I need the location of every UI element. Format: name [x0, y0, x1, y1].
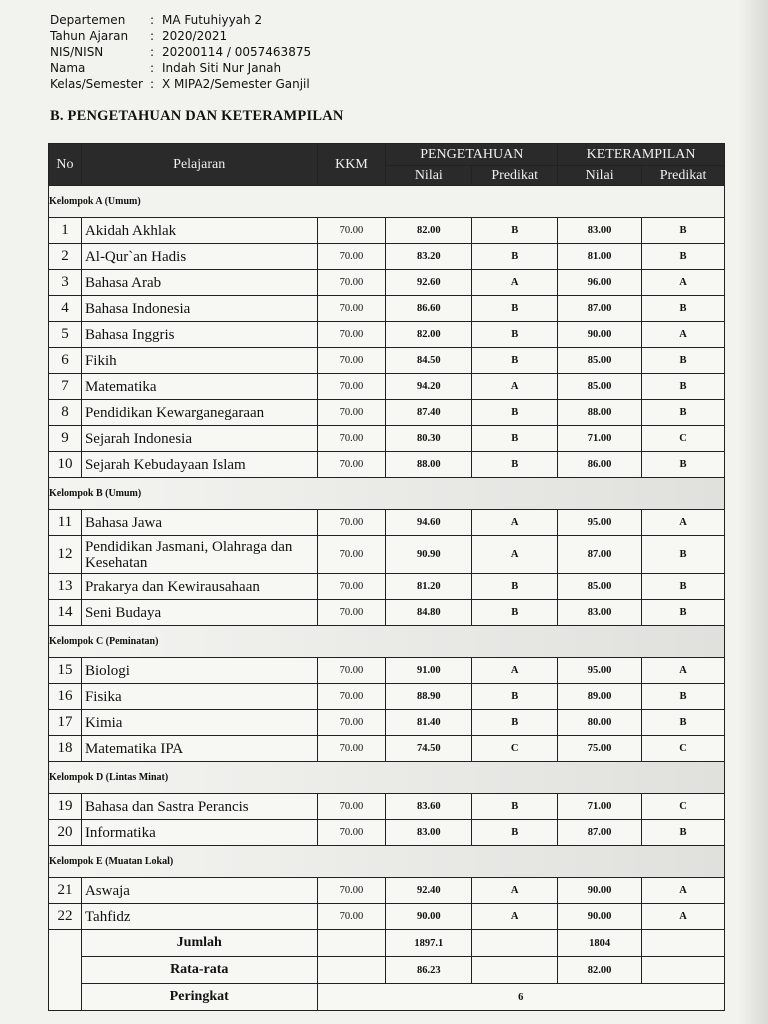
kkm-value: 70.00	[317, 600, 386, 626]
header-knowledge-grade: Predikat	[472, 166, 558, 186]
skills-grade: A	[642, 658, 725, 684]
total-row	[49, 930, 725, 957]
knowledge-grade: B	[472, 348, 558, 374]
knowledge-grade: B	[472, 574, 558, 600]
subject-name: Akidah Akhlak	[81, 218, 317, 244]
table-row	[49, 878, 725, 904]
skills-score: 96.00	[558, 270, 642, 296]
info-value: MA Futuhiyyah 2	[162, 13, 263, 27]
table-row	[49, 904, 725, 930]
skills-grade: B	[642, 374, 725, 400]
skills-score: 87.00	[558, 536, 642, 574]
info-value: Indah Siti Nur Janah	[162, 61, 282, 75]
info-separator: :	[150, 13, 155, 27]
table-row	[49, 794, 725, 820]
knowledge-grade: B	[472, 600, 558, 626]
skills-grade: B	[642, 536, 725, 574]
row-number: 13	[49, 574, 82, 600]
row-number: 9	[49, 426, 82, 452]
subject-name: Matematika	[81, 374, 317, 400]
info-label: Departemen	[50, 13, 126, 27]
knowledge-score: 94.20	[386, 374, 472, 400]
row-number: 17	[49, 710, 82, 736]
header-kkm: KKM	[317, 144, 386, 186]
info-label: Tahun Ajaran	[50, 29, 129, 43]
skills-score: 90.00	[558, 904, 642, 930]
knowledge-score: 84.80	[386, 600, 472, 626]
row-number: 19	[49, 794, 82, 820]
knowledge-score: 87.40	[386, 400, 472, 426]
info-label: Nama	[50, 61, 86, 75]
knowledge-grade: A	[472, 904, 558, 930]
kkm-value: 70.00	[317, 658, 386, 684]
rank-label: Peringkat	[81, 984, 317, 1011]
row-number: 8	[49, 400, 82, 426]
table-row	[49, 348, 725, 374]
skills-grade: B	[642, 218, 725, 244]
knowledge-grade: B	[472, 400, 558, 426]
total-label: Jumlah	[81, 930, 317, 957]
skills-grade: B	[642, 710, 725, 736]
knowledge-score: 81.40	[386, 710, 472, 736]
knowledge-grade: B	[472, 296, 558, 322]
average-kkm-blank	[317, 957, 386, 984]
header-skills-score: Nilai	[558, 166, 642, 186]
row-number: 12	[49, 536, 82, 574]
kkm-value: 70.00	[317, 904, 386, 930]
skills-score: 71.00	[558, 426, 642, 452]
info-label: Kelas/Semester	[50, 77, 143, 91]
subject-name: Bahasa Indonesia	[81, 296, 317, 322]
subject-name: Al-Qur`an Hadis	[81, 244, 317, 270]
skills-score: 75.00	[558, 736, 642, 762]
average-label: Rata-rata	[81, 957, 317, 984]
subject-name: Aswaja	[81, 878, 317, 904]
skills-score: 83.00	[558, 218, 642, 244]
knowledge-score: 82.00	[386, 322, 472, 348]
knowledge-score: 92.40	[386, 878, 472, 904]
row-number: 14	[49, 600, 82, 626]
kkm-value: 70.00	[317, 426, 386, 452]
knowledge-score: 92.60	[386, 270, 472, 296]
kkm-value: 70.00	[317, 400, 386, 426]
table-row	[49, 820, 725, 846]
group-row	[49, 846, 725, 878]
info-row	[50, 60, 311, 76]
skills-grade: C	[642, 794, 725, 820]
kkm-value: 70.00	[317, 736, 386, 762]
knowledge-score: 88.90	[386, 684, 472, 710]
knowledge-grade: A	[472, 878, 558, 904]
kkm-value: 70.00	[317, 684, 386, 710]
header-skills: KETERAMPILAN	[558, 144, 725, 166]
group-row	[49, 478, 725, 510]
knowledge-score: 90.90	[386, 536, 472, 574]
group-row	[49, 186, 725, 218]
subject-name: Biologi	[81, 658, 317, 684]
group-label: Kelompok C (Peminatan)	[49, 626, 725, 658]
skills-grade: A	[642, 510, 725, 536]
table-row	[49, 536, 725, 574]
group-label: Kelompok B (Umum)	[49, 478, 725, 510]
average-knowledge: 86.23	[386, 957, 472, 984]
rank-row	[49, 984, 725, 1011]
skills-score: 89.00	[558, 684, 642, 710]
summary-blank	[49, 984, 82, 1011]
subject-name: Bahasa Jawa	[81, 510, 317, 536]
summary-blank	[49, 957, 82, 984]
subject-name: Kimia	[81, 710, 317, 736]
rank-value: 6	[317, 984, 724, 1011]
knowledge-score: 84.50	[386, 348, 472, 374]
kkm-value: 70.00	[317, 536, 386, 574]
kkm-value: 70.00	[317, 218, 386, 244]
student-info	[50, 12, 311, 92]
skills-grade: B	[642, 400, 725, 426]
skills-grade: B	[642, 820, 725, 846]
subject-name: Pendidikan Jasmani, Olahraga dan Kesehatan	[81, 536, 317, 574]
kkm-value: 70.00	[317, 374, 386, 400]
table-row	[49, 600, 725, 626]
group-label: Kelompok A (Umum)	[49, 186, 725, 218]
skills-grade: B	[642, 574, 725, 600]
skills-score: 71.00	[558, 794, 642, 820]
knowledge-score: 74.50	[386, 736, 472, 762]
skills-score: 87.00	[558, 296, 642, 322]
table-row	[49, 374, 725, 400]
knowledge-grade: A	[472, 374, 558, 400]
average-skills: 82.00	[558, 957, 642, 984]
kkm-value: 70.00	[317, 322, 386, 348]
knowledge-grade: C	[472, 736, 558, 762]
knowledge-score: 88.00	[386, 452, 472, 478]
skills-grade: A	[642, 322, 725, 348]
skills-grade: B	[642, 244, 725, 270]
subject-name: Fisika	[81, 684, 317, 710]
table-row	[49, 736, 725, 762]
skills-score: 88.00	[558, 400, 642, 426]
info-row	[50, 28, 311, 44]
knowledge-grade: A	[472, 536, 558, 574]
kkm-value: 70.00	[317, 296, 386, 322]
skills-grade: A	[642, 878, 725, 904]
kkm-value: 70.00	[317, 348, 386, 374]
row-number: 6	[49, 348, 82, 374]
row-number: 2	[49, 244, 82, 270]
info-value: 2020/2021	[162, 29, 228, 43]
group-row	[49, 626, 725, 658]
row-number: 15	[49, 658, 82, 684]
average-knowledge-grade-blank	[472, 957, 558, 984]
knowledge-grade: A	[472, 270, 558, 296]
knowledge-grade: B	[472, 244, 558, 270]
row-number: 3	[49, 270, 82, 296]
knowledge-score: 83.00	[386, 820, 472, 846]
table-body	[49, 186, 725, 930]
table-row	[49, 244, 725, 270]
kkm-value: 70.00	[317, 270, 386, 296]
row-number: 20	[49, 820, 82, 846]
skills-score: 95.00	[558, 658, 642, 684]
header-no: No	[49, 144, 82, 186]
group-label: Kelompok D (Lintas Minat)	[49, 762, 725, 794]
row-number: 4	[49, 296, 82, 322]
row-number: 16	[49, 684, 82, 710]
skills-score: 85.00	[558, 574, 642, 600]
total-knowledge: 1897.1	[386, 930, 472, 957]
info-label: NIS/NISN	[50, 45, 104, 59]
summary-blank	[49, 930, 82, 957]
subject-name: Bahasa dan Sastra Perancis	[81, 794, 317, 820]
skills-score: 85.00	[558, 374, 642, 400]
table-row	[49, 296, 725, 322]
skills-score: 86.00	[558, 452, 642, 478]
row-number: 11	[49, 510, 82, 536]
subject-name: Tahfidz	[81, 904, 317, 930]
subject-name: Seni Budaya	[81, 600, 317, 626]
info-row	[50, 44, 311, 60]
table-row	[49, 322, 725, 348]
knowledge-score: 90.00	[386, 904, 472, 930]
kkm-value: 70.00	[317, 710, 386, 736]
row-number: 22	[49, 904, 82, 930]
skills-score: 90.00	[558, 878, 642, 904]
kkm-value: 70.00	[317, 574, 386, 600]
total-skills-grade-blank	[642, 930, 725, 957]
skills-score: 83.00	[558, 600, 642, 626]
knowledge-grade: B	[472, 820, 558, 846]
total-skills: 1804	[558, 930, 642, 957]
skills-grade: A	[642, 270, 725, 296]
knowledge-score: 94.60	[386, 510, 472, 536]
knowledge-grade: B	[472, 710, 558, 736]
skills-grade: C	[642, 736, 725, 762]
knowledge-score: 86.60	[386, 296, 472, 322]
knowledge-grade: B	[472, 452, 558, 478]
subject-name: Sejarah Kebudayaan Islam	[81, 452, 317, 478]
skills-grade: B	[642, 348, 725, 374]
table-row	[49, 218, 725, 244]
knowledge-grade: B	[472, 684, 558, 710]
kkm-value: 70.00	[317, 820, 386, 846]
knowledge-score: 82.00	[386, 218, 472, 244]
subject-name: Sejarah Indonesia	[81, 426, 317, 452]
subject-name: Fikih	[81, 348, 317, 374]
kkm-value: 70.00	[317, 878, 386, 904]
table-row	[49, 574, 725, 600]
subject-name: Bahasa Arab	[81, 270, 317, 296]
skills-score: 85.00	[558, 348, 642, 374]
skills-score: 95.00	[558, 510, 642, 536]
knowledge-grade: B	[472, 426, 558, 452]
skills-grade: A	[642, 904, 725, 930]
skills-grade: B	[642, 296, 725, 322]
row-number: 21	[49, 878, 82, 904]
skills-score: 81.00	[558, 244, 642, 270]
knowledge-grade: B	[472, 794, 558, 820]
info-separator: :	[150, 29, 155, 43]
average-skills-grade-blank	[642, 957, 725, 984]
header-knowledge-score: Nilai	[386, 166, 472, 186]
table-row	[49, 658, 725, 684]
info-value: 20200114 / 0057463875	[162, 45, 312, 59]
knowledge-score: 80.30	[386, 426, 472, 452]
subject-name: Pendidikan Kewarganegaraan	[81, 400, 317, 426]
info-separator: :	[150, 77, 155, 91]
summary-section	[49, 930, 725, 1011]
knowledge-grade: A	[472, 658, 558, 684]
knowledge-grade: B	[472, 322, 558, 348]
knowledge-grade: B	[472, 218, 558, 244]
skills-score: 87.00	[558, 820, 642, 846]
total-knowledge-grade-blank	[472, 930, 558, 957]
kkm-value: 70.00	[317, 244, 386, 270]
row-number: 18	[49, 736, 82, 762]
knowledge-grade: A	[472, 510, 558, 536]
table-row	[49, 426, 725, 452]
subject-name: Bahasa Inggris	[81, 322, 317, 348]
skills-grade: B	[642, 600, 725, 626]
kkm-value: 70.00	[317, 510, 386, 536]
header-knowledge: PENGETAHUAN	[386, 144, 558, 166]
subject-name: Matematika IPA	[81, 736, 317, 762]
skills-score: 80.00	[558, 710, 642, 736]
row-number: 1	[49, 218, 82, 244]
info-value: X MIPA2/Semester Ganjil	[162, 77, 310, 91]
kkm-value: 70.00	[317, 452, 386, 478]
skills-score: 90.00	[558, 322, 642, 348]
table-row	[49, 710, 725, 736]
average-row	[49, 957, 725, 984]
grades-table	[48, 143, 725, 1011]
info-row	[50, 12, 311, 28]
table-row	[49, 400, 725, 426]
table-row	[49, 452, 725, 478]
row-number: 7	[49, 374, 82, 400]
info-separator: :	[150, 61, 155, 75]
total-kkm-blank	[317, 930, 386, 957]
table-row	[49, 270, 725, 296]
header-skills-grade: Predikat	[642, 166, 725, 186]
row-number: 10	[49, 452, 82, 478]
subject-name: Prakarya dan Kewirausahaan	[81, 574, 317, 600]
kkm-value: 70.00	[317, 794, 386, 820]
row-number: 5	[49, 322, 82, 348]
skills-grade: B	[642, 452, 725, 478]
page-edge-shadow	[738, 0, 768, 1024]
knowledge-score: 83.60	[386, 794, 472, 820]
group-label: Kelompok E (Muatan Lokal)	[49, 846, 725, 878]
info-row	[50, 76, 311, 92]
info-separator: :	[150, 45, 155, 59]
skills-grade: C	[642, 426, 725, 452]
group-row	[49, 762, 725, 794]
header-subject: Pelajaran	[81, 144, 317, 186]
subject-name: Informatika	[81, 820, 317, 846]
table-row	[49, 510, 725, 536]
skills-grade: B	[642, 684, 725, 710]
knowledge-score: 83.20	[386, 244, 472, 270]
table-row	[49, 684, 725, 710]
knowledge-score: 81.20	[386, 574, 472, 600]
section-title: B. PENGETAHUAN DAN KETERAMPILAN	[50, 108, 344, 124]
knowledge-score: 91.00	[386, 658, 472, 684]
